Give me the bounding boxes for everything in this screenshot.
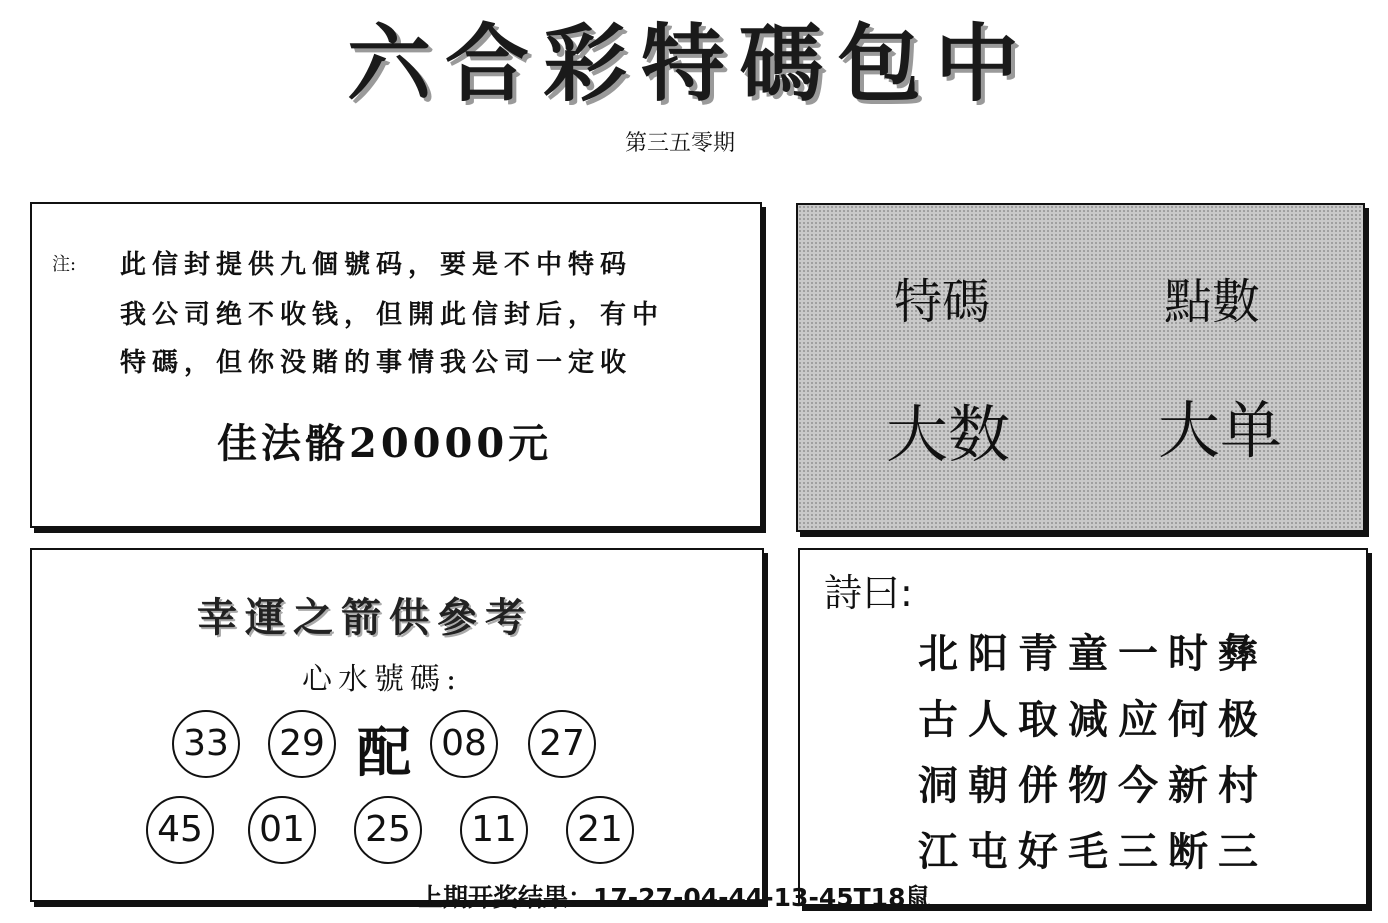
lucky-subtitle: 心水號碼:	[302, 662, 463, 697]
poem-line-3: 洞朝併物今新村	[918, 762, 1268, 809]
reward-amount: 佳法骼20000元	[217, 420, 553, 467]
lucky-number: 33	[172, 710, 240, 778]
special-panel	[796, 203, 1365, 532]
points-value: 大单	[1158, 394, 1283, 467]
lucky-number: 21	[566, 796, 634, 864]
lucky-number: 08	[430, 710, 498, 778]
notice-line-3: 特碼，但你没賭的事情我公司一定收	[120, 348, 633, 378]
notice-line-1: 此信封提供九個號码，要是不中特码	[120, 250, 633, 280]
lucky-panel	[30, 548, 764, 902]
special-code-label: 特碼	[894, 274, 991, 330]
lucky-number: 45	[146, 796, 214, 864]
notice-label: 注:	[52, 254, 77, 275]
lucky-number: 01	[248, 796, 316, 864]
lucky-number: 29	[268, 710, 336, 778]
lucky-number: 27	[528, 710, 596, 778]
lucky-title: 幸運之箭供參考	[197, 594, 533, 641]
poem-label: 詩曰:	[824, 571, 913, 615]
poem-line-2: 古人取减应何极	[918, 696, 1268, 743]
points-label: 點數	[1164, 274, 1261, 330]
notice-line-2: 我公司绝不收钱，但開此信封后，有中	[120, 300, 665, 330]
pair-mark: 配	[357, 720, 411, 784]
special-code-value: 大数	[886, 398, 1011, 471]
previous-result: 上期开奖结果：17-27-04-44-13-45T18鼠	[418, 883, 931, 912]
page-title: 六合彩特碼包中	[346, 14, 1033, 113]
notice-panel	[30, 202, 762, 528]
poem-line-1: 北阳青童一时彝	[918, 630, 1268, 677]
poem-line-4: 江屯好毛三断三	[918, 828, 1268, 875]
issue-number: 第三五零期	[624, 131, 735, 156]
lucky-number: 11	[460, 796, 528, 864]
lucky-number: 25	[354, 796, 422, 864]
poem-panel	[798, 548, 1368, 906]
